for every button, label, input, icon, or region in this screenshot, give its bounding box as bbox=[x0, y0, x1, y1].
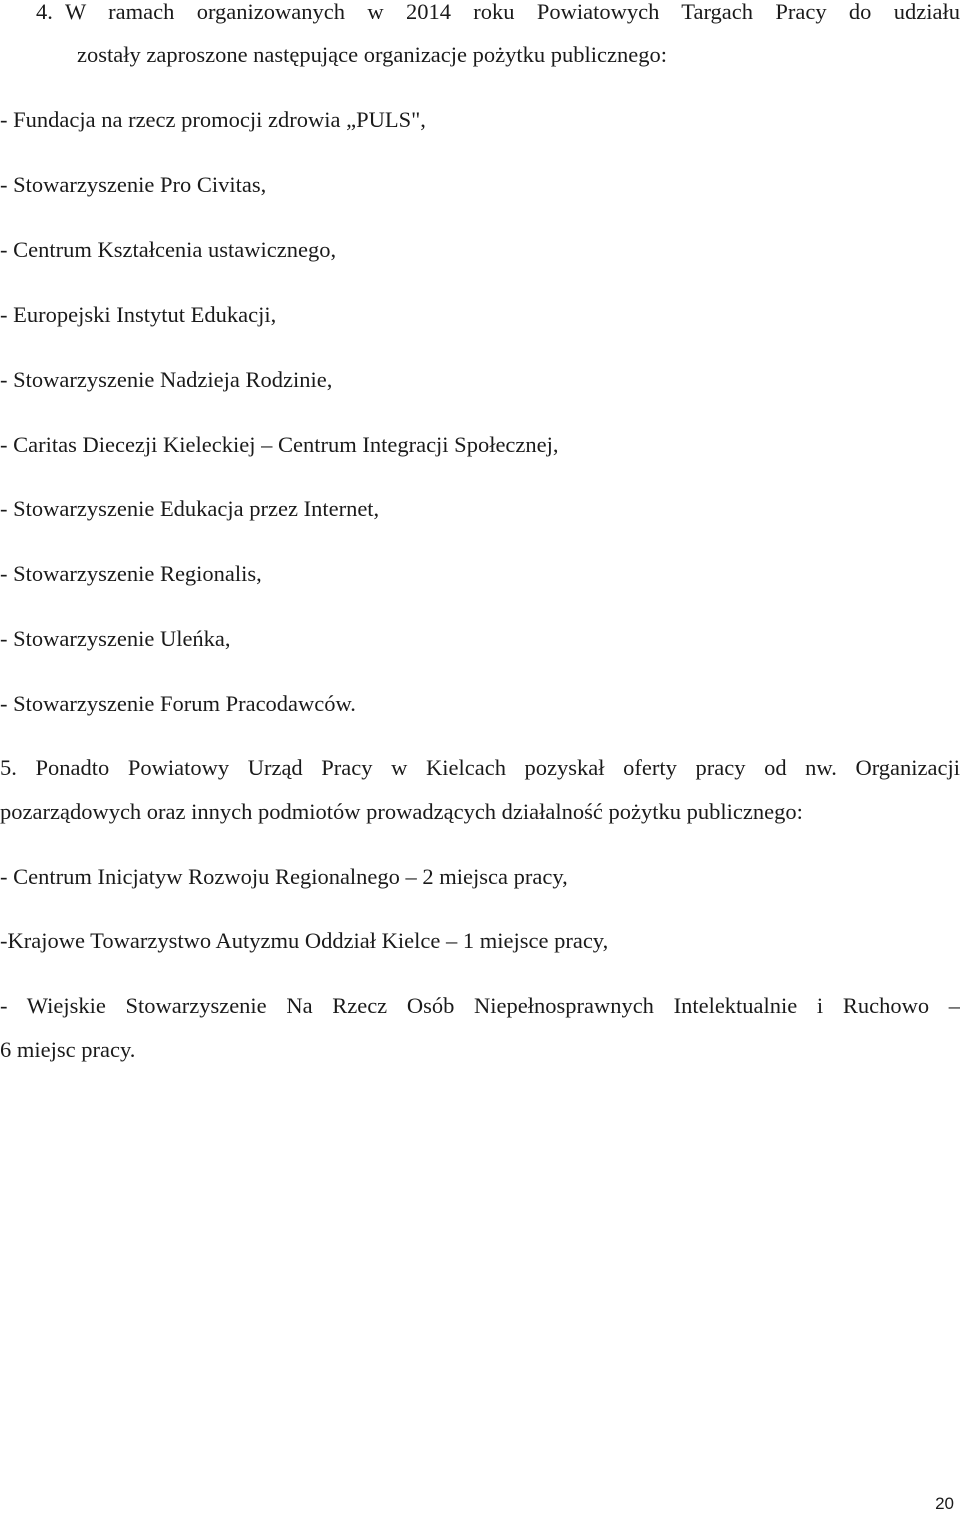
offer-list-item: - Centrum Inicjatyw Rozwoju Regionalnego – 2 miejsca pracy, bbox=[0, 864, 568, 889]
org-list-item: - Stowarzyszenie Regionalis, bbox=[0, 561, 262, 586]
item-4-line-1 bbox=[0, 0, 960, 27]
org-list-item: - Stowarzyszenie Forum Pracodawców. bbox=[0, 691, 356, 716]
item-4-text-line-1: W ramach organizowanych w 2014 roku Powiatowych Targach Pracy do udziału bbox=[65, 0, 960, 24]
org-list-item: - Stowarzyszenie Pro Civitas, bbox=[0, 172, 267, 197]
offer-list-item-3-line-1: - Wiejskie Stowarzyszenie Na Rzecz Osób Niepełnosprawnych Intelektualnie i Ruchowo – bbox=[0, 993, 960, 1018]
item-5-line-1: 5. Ponadto Powiatowy Urząd Pracy w Kielcach pozyskał oferty pracy od nw. Organizacji bbox=[0, 755, 960, 780]
item-4-number: 4. bbox=[36, 0, 53, 24]
org-list-item: - Stowarzyszenie Nadzieja Rodzinie, bbox=[0, 367, 333, 392]
org-list-item: - Fundacja na rzecz promocji zdrowia „PULS", bbox=[0, 107, 426, 132]
org-list-item: - Caritas Diecezji Kieleckiej – Centrum Integracji Społecznej, bbox=[0, 432, 559, 457]
org-list-item: - Stowarzyszenie Uleńka, bbox=[0, 626, 231, 651]
item-4-text-line-2: zostały zaproszone następujące organizacje pożytku publicznego: bbox=[77, 42, 667, 67]
offer-list-item: -Krajowe Towarzystwo Autyzmu Oddział Kielce – 1 miejsce pracy, bbox=[0, 928, 609, 953]
offer-list-item-3-line-2: 6 miejsc pracy. bbox=[0, 1037, 136, 1062]
page-number: 20 bbox=[935, 1494, 954, 1513]
item-5-line-2: pozarządowych oraz innych podmiotów prowadzących działalność pożytku publicznego: bbox=[0, 799, 803, 824]
org-list-item: - Centrum Kształcenia ustawicznego, bbox=[0, 237, 337, 262]
org-list-item: - Stowarzyszenie Edukacja przez Internet, bbox=[0, 496, 380, 521]
org-list-item: - Europejski Instytut Edukacji, bbox=[0, 302, 277, 327]
